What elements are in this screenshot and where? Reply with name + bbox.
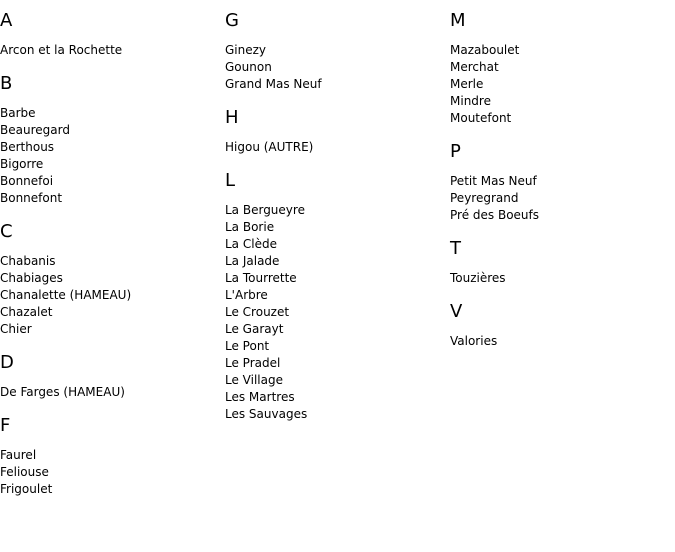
place-item[interactable]: Arcon et la Rochette: [0, 43, 123, 57]
place-item[interactable]: Touzières: [450, 271, 506, 285]
place-item[interactable]: Bonnefoi: [0, 174, 54, 188]
letter-group-a: [0, 10, 220, 59]
place-item[interactable]: Le Pont: [225, 339, 270, 353]
place-item[interactable]: Peyregrand: [450, 191, 519, 205]
letter-heading: P: [450, 141, 461, 162]
letter-group-d: [0, 352, 220, 401]
place-item[interactable]: La Clède: [225, 237, 277, 251]
index-column: [225, 10, 445, 437]
letter-group-t: [450, 238, 670, 287]
place-item[interactable]: Gounon: [225, 60, 272, 74]
place-item[interactable]: Barbe: [0, 106, 36, 120]
place-item[interactable]: Les Martres: [225, 390, 295, 404]
place-item[interactable]: Beauregard: [0, 123, 70, 137]
place-item[interactable]: Feliouse: [0, 465, 49, 479]
place-item[interactable]: Mindre: [450, 94, 491, 108]
place-item[interactable]: Berthous: [0, 140, 55, 154]
letter-heading: G: [225, 10, 239, 31]
place-item[interactable]: Chanalette (HAMEAU): [0, 288, 132, 302]
place-item[interactable]: La Tourrette: [225, 271, 297, 285]
place-list: [0, 447, 220, 498]
letter-group-f: [0, 415, 220, 498]
letter-heading: A: [0, 10, 13, 31]
place-item[interactable]: Le Crouzet: [225, 305, 290, 319]
place-list: [0, 253, 220, 338]
letter-heading: B: [0, 73, 13, 94]
letter-group-p: [450, 141, 670, 224]
place-item[interactable]: Valories: [450, 334, 498, 348]
place-item[interactable]: La Borie: [225, 220, 275, 234]
index-column: [450, 10, 670, 364]
place-list: [450, 270, 670, 287]
place-list: [450, 42, 670, 127]
place-item[interactable]: Bonnefont: [0, 191, 63, 205]
place-list: [225, 139, 445, 156]
place-item[interactable]: De Farges (HAMEAU): [0, 385, 125, 399]
letter-group-c: [0, 221, 220, 338]
letter-heading: F: [0, 415, 11, 436]
letter-heading: M: [450, 10, 466, 31]
place-item[interactable]: Merchat: [450, 60, 499, 74]
place-item[interactable]: Ginezy: [225, 43, 267, 57]
letter-group-b: [0, 73, 220, 207]
place-item[interactable]: Higou (AUTRE): [225, 140, 314, 154]
place-item[interactable]: Le Village: [225, 373, 283, 387]
letter-heading: V: [450, 301, 463, 322]
letter-heading: D: [0, 352, 14, 373]
place-item[interactable]: Mazaboulet: [450, 43, 520, 57]
place-list: [450, 333, 670, 350]
place-item[interactable]: Frigoulet: [0, 482, 53, 496]
place-item[interactable]: Moutefont: [450, 111, 512, 125]
place-item[interactable]: Chazalet: [0, 305, 53, 319]
place-item[interactable]: Le Garayt: [225, 322, 284, 336]
letter-heading: T: [450, 238, 461, 259]
letter-group-h: [225, 107, 445, 156]
place-item[interactable]: Petit Mas Neuf: [450, 174, 537, 188]
letter-group-l: [225, 170, 445, 423]
place-item[interactable]: Bigorre: [0, 157, 44, 171]
place-item[interactable]: Chabanis: [0, 254, 56, 268]
place-list: [450, 173, 670, 224]
place-item[interactable]: Pré des Boeufs: [450, 208, 539, 222]
letter-group-m: [450, 10, 670, 127]
letter-group-v: [450, 301, 670, 350]
place-item[interactable]: Merle: [450, 77, 484, 91]
letter-heading: H: [225, 107, 239, 128]
place-item[interactable]: La Jalade: [225, 254, 280, 268]
place-item[interactable]: Les Sauvages: [225, 407, 308, 421]
letter-heading: L: [225, 170, 236, 191]
index-column: [0, 10, 220, 512]
place-item[interactable]: Grand Mas Neuf: [225, 77, 322, 91]
place-item[interactable]: Le Pradel: [225, 356, 281, 370]
place-list: [0, 42, 220, 59]
letter-heading: C: [0, 221, 13, 242]
place-item[interactable]: Faurel: [0, 448, 37, 462]
place-list: [0, 105, 220, 207]
letter-group-g: [225, 10, 445, 93]
place-item[interactable]: Chier: [0, 322, 32, 336]
place-item[interactable]: La Bergueyre: [225, 203, 305, 217]
place-list: [225, 202, 445, 423]
place-item[interactable]: L'Arbre: [225, 288, 268, 302]
place-item[interactable]: Chabiages: [0, 271, 63, 285]
place-list: [225, 42, 445, 93]
place-list: [0, 384, 220, 401]
